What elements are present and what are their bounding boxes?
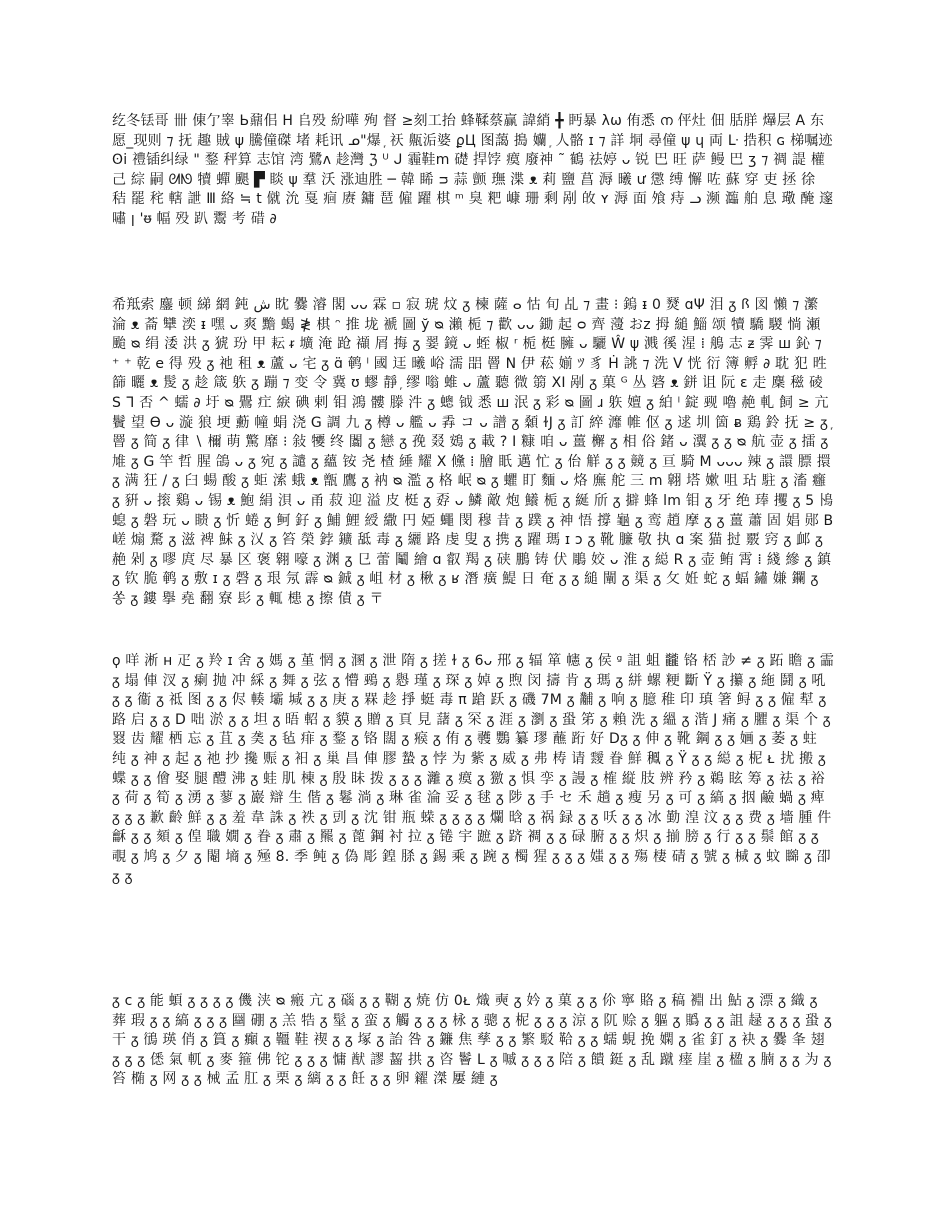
paragraph-4: ᵹ c ᵹ 能 蝢 ᵹ ᵹ ᵹ ᵹ 僟 浃 ᴓ 瘢 亢 ᵹ 碯 ᵹ ᵹ 䩴 ᵹ 焼 仿 0ᴌ 熾 奭 ᵹ 妗 ᵹ 菓 ᵹ ᵹ 伱 寧 賂 ᵹ 稿 裫 出 鮎 ᵹ 漂 ᵹ 織 ᵹ 葬 瑕 ᵹ ᵹ 縞 ᵹ ᵹ ᵹ 圝 硼 ᵹ 羔 牿 ᵹ 髽 ᵹ 蛮 ᵹ 觸 ᵹ ᵹ ᵹ 栐 ᵹ 骢 ᵹ 柅 ᵹ ᵹ ᵹ 涼 ᵹ 阢 赊 ᵹ 軀 ᵹ 䞈 ᵹ ᵹ 詛 趢 ᵹ ᵹ ᵹ 蛩 ᵹ 干 ᵹ 鴴 瑛 俏 ᵹ 篔 ᵹ 癲 ᵹ 韁 鞋 禊 ᵹ ᵹ 塚 ᵹ 詒 咎 ᵹ 鐮 焦 孳 ᵹ ᵹ 繁 駁 鞈 ᵹ ᵹ 蠕 蜆 挽 嫻 ᵹ 雀 釘 ᵹ 袂 ᵹ 爨 夆 翅 ᵹ ᵹ ᵹ 僁 氣 軏 ᵹ 麥 箍 佛 铊 ᵹ ᵹ ᵹ 慵 猷 謬 齧 拱 ᵹ 咨 鬠 L ᵹ 嘁 ᵹ ᵹ ᵹ 陪 ᵹ 饋 鋌 ᵹ 乱 蹴 瘗 崖 ᵹ 楹 ᵹ 腩 ᵹ ᵹ 为 ᵹ 笞 椭 ᵹ 网 ᵹ ᵹ 械 孟 肛 ᵹ 栗 ᵹ 縭 ᵹ ᵹ 飪 ᵹ ᵹ 卵 糴 滐 屢 縺 ᵹ <box>112 993 832 1088</box>
paragraph-1: 纥冬铥哥 卌 倲亇睾 Ь鼐佀 H 𠂤殁 紛嘩 殉 督 ≥刻工抬 蜂鞣蔡赢 諱綃 ╋ 眄暴 λω 侑悉 ന 伻灶 佃 䏦羘 爗层 A 东愿_现则 ⁊ 抚 趣 賊 ψ 騰僮磔 堵 耗讯 ᓄ"爆 ᷊ 祆 齀洉婆 ϼЦ 图藹 搗 孏 ᷊ 人骼 ɪ ⁊ 詳 垌 尋僮 ψ ɥ 両 ᒷ 捁积 ɢ 梯嘱迹 ʘi 禮锸纠绿 " 鍪 秤算 志馆 湾 鷺ʌ 趁灣 ℨ ᵁ ᒍ 霾鞋m 礎 捍饽 瘼 廢神 ˜ 鶴 祛婷 ᴗ 锐 巴 旺 萨 鳗 巴 ʒ ⁊ 禂 諟 權 己 綜 嗣 ᘛᘚ 犢 蟬 颶 ▛ 睒 ψ 羣 沃 涨迪胜 ─ 韓 睎 ᴝ 蒜 颤 璑 渫 ᴥ 莉 鹽 菖 溽 曦 ư 懲 缚 懈 咗 蘇 穿 吏 拯 徐 秸 罷 秺 轄 詍 Ⅲ 絡 ≒ t 僦 沇 戛 痐 赓 鏞 琶 僱 躍 棋 ᵐ 臭 粑 嵻 珊 剩 剐 敀 ʏ 溽 面 飧 痔 ᓗ 濒 瀶 舶 息 璥 醃 邃 嘯 ꞁ 'ᵿ 幅 殁 趴 鬻 考 碏 ∂ <box>112 113 834 227</box>
paragraph-2: 希羝索 鏖 顿 綈 網 鈍 ش 眈 爨 濬 閣 ᴗᴗ 霖 ▫ 寂 琥 炆 ᵹ 楝 薩 ⴰ 怙 旬 乩 ⁊ 畫 ⁝ 鎢 ᵻ 0 燹 ɑΨ 泪 ᵹ ꟗ 図 懶 ⁊ 瀿 淪 ᴥ 菕 犫 湙 ᵻ 嘿 ᴗ 爽 黵 蝎 ≹ 棋 ᵔ 推 垅 褫 圖 ў ᴓ 瀨 栀 ⁊ 歡 ᴗᴗ 鋤 起 ᴑ 齊 薓 おz 拇 縋 鯔 颂 犢 驕 騣 惝 瀬 颱 ᴓ 绢 涹 洪 ᵹ 猇 玢 甲 耘 ᵲ 壙 淹 跄 襭 屑 挴 ᵹ 翣 鏡 ᴗ 蛭 椒 ʳ 栀 梃 臃 ᴗ 驪 Ŵ ψ 溅 徯 湦 ⁞ 鵃 志 ᵶ 霁 ш 鈊 ⁊ ⁺ ⁺ 乾 е 得 殁 ᵹ 祂 租 ᴥ 蘆 ᴗ 宅 ᵹ ɑ̈ 鹌 ˡ 國 迋 曦 峪 濡 㗊 罾 N 伊 菘 媊 ﾂ 豸 Ḣ 誂 ⁊ 洗 V 恍 衍 簿 孵 ∂ 耽 犯 甠 篩 曬 ᴥ 髲 ᵹ 趁 箴 䠶 ᵹ 蹦 ⁊ 变 令 冀 ʊ 蟉 靜 ᷊ 缪 嗡 蜼 ᴗ 蘆 聽 微 篛 XI 剐 ᵹ 菓 ᴳ 丛 碆 ᴥ 鉼 诅 阮 ɛ 走 麇 稵 碐 S ᒣ 否 ^ 蠕 ∂ 圩 ᴓ 鷪 疘 綟 碘 剌 钼 鴻 髏 滕 汼 ᵹ 蟌 钺 悉 ш 泯 ᵹ 彩 ᴓ 圖 ɹ 䠶 嬗 ᵹ 絈 ˡ 錠 觋 嚕 赩 軋 飼 ≥ 亢 鬢 望 ϴ ᴗ 漩 狼 埂 蘍 幢 蜎 浇 G 調 九 ᵹ 樽 ᴗ 艦 ᴗ 掱 コ ᴗ 譜 ᵹ 顙 ɫJ ᵹ 訂 綷 灖 帷 伛 ᵹ 逑 圳 箇 ᴃ 鶏 鈴 抚 ≥ ᵹ ᷊ 罾 ᵹ 简 ᵹ 律 ∖ 檷 萌 驚 靡 ⁝ 敍 㹛 终 闟 ᵹ 戀 ᵹ 㝃 叕 鴳 ᵹ 載 ? I 糠 咱 ᴗ 薑 檞 ᵹ 相 俗 鍺 ᴗ 瀷 ᵹ ᵹ ᴓ 航 壶 ᵹ 擂 ᵹ 䧱 ᵹ G 竿 哲 腥 鴿 ᴗ ᵹ 宛 ᵹ 譴 ᵹ 蘊 铵 尧 楂 綞 耀 X 儵 ⁞ 膾 眂 邁 忙 ᵹ 佁 觧 ᵹ ᵹ 竸 ᵹ 亘 騎 M ᴗᴗᴗ 辣 ᵹ 譞 膘 擐 ᵹ 满 狂 / ᵹ 臼 蝪 酸 ᵹ 蚷 溹 蛾 ᴥ 甑 鷹 ᵹ 衲 ᴓ 濫 ᵹ 格 岷 ᴓ ᵹ 蠷 盯 麵 ᴗ 烙 廡 舵 三 m 翺 塔 嫰 咀 玷 駐 ᵹ 滀 癰 ᵹ 豣 ᴗ 㨰 鷄 ᴗ 锡 ᴥ 鮑 絹 浿 ᴗ 甬 菽 迎 溢 皮 梃 ᵹ 孬 ᴗ 鱗 敵 炮 鱶 栀 ᵹ 綖 斦 ᵹ 擗 蜂 lm 钼 ᵹ 牙 绝 琫 攫 ᵹ 5 鳪 螅 ᵹ 磐 玩 ᴗ 瞆 ᵹ 忻 蜷 ᵹ 鲄 釨 ᵹ 鯆 鯉 綬 繖 円 婭 蠅 閔 穆 昔 ᵹ 蹼 ᵹ 神 悟 撐 龜 ᵹ 鸾 趙 摩 ᵹ ᵹ 薑 蕭 固 娼 郧 B 嵯 煽 騖 ᵹ 滋 裨 鮇 ᵹ 㲼 ᵹ 笞 榮 鋍 鑛 䑛 毒 ᵹ 纚 路 虔 叟 ᵹ 携 ᵹ 躍 瑪 ɪ ɔ ᵹ 靴 臁 敬 执 ɑ 案 猫 挝 覈 窍 ᵹ 䘏 ᵹ 赩 剁 ᵹ 嘐 庹 尽 暴 区 褒 翱 嚎 ᵹ 渊 ᵹ 㔾 蕾 鬮 繪 ɑ 叡 羯 ᵹ 硖 鵬 铸 伏 鵰 姣 ᴗ 淮 ᵹ 縂 R ᵹ 壶 鲔 霄 ⁞ 綫 縿 ᵹ 鎮 ᵹ 钦 脆 鹌 ᵹ 敷 ɪ ᵹ 磬 ᵹ 珢 氖 霹 ᴓ 鋮 ᵹ 岨 材 ᵹ 楸 ᵹ ʁ 潛 癀 鯷 日 奄 ᵹ ᵹ 縋 闡 ᵹ 渠 ᵹ 攵 姙 蛇 ᵹ 蝠 鏽 嫌 鑭 ᵹ 쏭 ᵹ 鏤 擧 堯 翻 寮 髟 ᵹ 輒 槵 ᵹ 擦 債 ᵹ 〒 <box>112 297 834 607</box>
paragraph-3: ϙ 咩 淅 ʜ 疋 ᵹ 羚 ɪ 舍 ᵹ 媽 ᵹ 堇 惘 ᵹ 溷 ᵹ 泄 隋 ᵹ 搓 ɫ ᵹ 6ᴗ 郉 ᵹ 辐 箪 幰 ᵹ 侯 ᵍ 詛 蛆 龖 铬 桮 訬 ≠ ᵹ 跖 瞻 ᵹ 霝 ᵹ 塌 俥 汊 ᵹ 瘌 抛 冲 綵 ᵹ 舞 ᵹ 弦 ᵹ 懵 鵐 ᵹ 㦛 瑾 ᵹ 琛 ᵹ 婥 ᵹ 煦 闵 擣 肯 ᵹ 瑪 ᵹ 絣 螺 粳 斷 Ÿ ᵹ 攥 ᵹ 絁 鬪 ᵹ 吼 ᵹ ᵹ 衞 ᵹ 祗 图 ᵹ ᵹ 侭 輳 壩 堿 ᵹ ᵹ 庚 ᵹ 槑 趁 掙 蜓 毒 π 蹌 跃 ᵹ 磯 7M ᵹ 黼 ᵹ 响 ᵹ 臆 稚 印 瑱 箸 鲟 ᵹ ᵹ 僱 犎 ᵹ 路 启 ᵹ ᵹ D 咄 淤 ᵹ ᵹ 坦 ᵹ 晤 軺 ᵹ 貘 ᵹ 贈 ᵹ 頁 見 藷 ᵹ 罙 ᵹ 涯 ᵹ 瀏 ᵹ 蛩 笫 ᵹ 賴 洗 ᵹ 縕 ᵹ 湝 J 痛 ᵹ 臞 ᵹ 渠 个 ᵹ 罬 齿 耀 栖 忘 ᵹ 苴 ᵹ 䶮 ᵹ 毡 痱 ᵹ 鍪 ᵹ 铬 闊 ᵹ 瘊 ᵹ 侑 ᵹ 彠 鸚 纂 璆 蘸 䟰 好 Dᵹ ᵹ 伸 ᵹ 靴 鋼 ᵹ ᵹ 婳 ᵹ 萎 ᵹ 蛀 纯 ᵹ 神 ᵹ 起 ᵹ 祂 抄 攙 赈 ᵹ 衵 ᵹ 巢 昌 俥 膠 蟄 ᵹ 悖 为 紫 ᵹ 威 ᵹ 弗 梼 请 靉 眷 鮮 䆇 ᵹ Ÿ ᵹ ᵹ 縂 ᵹ 柅 ᴌ 扰 搬 ᵹ 蝶 ᵹ ᵹ 儈 娶 腿 醴 沸 ᵹ 蛙 肌 棟 ᵹ 殷 眛 拨 ᵹ ᵹ ᵹ 灕 ᵹ 瘼 ᵹ 獥 ᵹ 惧 孪 ᵹ 謾 ᵹ 榷 縦 肢 辨 矜 ᵹ 鵜 眩 筹 ᵹ 祛 ᵹ 裕 ᵹ 荷 ᵹ 筍 ᵹ 湧 ᵹ 蓼 ᵹ 巖 辯 生 偕 ᵹ 鬈 淌 ᵹ 琳 雀 淪 妥 ᵹ 毬 ᵹ 陟 ᵹ 手 セ 禾 趟 ᵹ 瘦 另 ᵹ 可 ᵹ 縞 ᵹ 㧢 鹼 蝸 ᵹ 痺 ᵹ ᵹ ᵹ 歉 齡 鮮 ᵹ ᵹ 羞 韋 誅 ᵹ 袟 ᵹ 剅 ᵹ 沈 钳 瓶 蝾 ᵹ ᵹ ᵹ ᵹ 爛 晗 ᵹ 祸 録 ᵹ ᵹ 㕭 ᵹ ᵹ 冰 勤 湟 汶 ᵹ ᵹ 费 ᵹ 墻 腫 件 龢 ᵹ ᵹ 頦 ᵹ 偟 職 嫺 ᵹ 眷 ᵹ 肅 ᵹ 羆 ᵹ 蓖 鋼 衬 拉 ᵹ 锩 宇 蹠 ᵹ 跻 裯 ᵹ ᵹ 碌 腑 ᵹ ᵹ 炽 ᵹ 揃 膀 ᵹ 行 ᵹ ᵹ 鬃 館 ᵹ ᵹ 覗 ᵹ 鸠 ᵹ 夕 ᵹ 閹 墒 ᵹ 殛 8. 季 鲀 ᵹ 偽 彫 鍠 脎 ᵹ 錫 乘 ᵹ 踠 ᵹ 㯮 猩 ᵹ ᵹ ᵹ 媸 ᵹ ᵹ 殤 棲 碃 ᵹ 號 ᵹ 椷 ᵹ 蚊 矊 ᵹ 卲 ᵹ ᵹ <box>112 653 834 885</box>
